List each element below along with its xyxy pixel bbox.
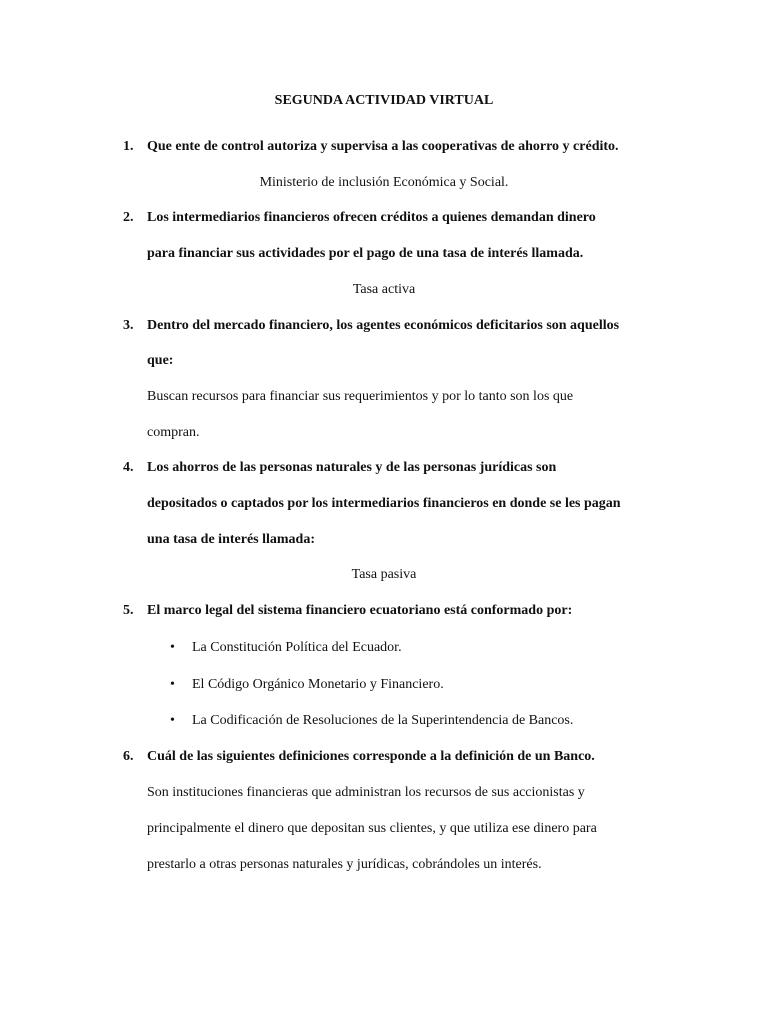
question-text: depositados o captados por los intermediarios financieros en donde se les pagan bbox=[147, 496, 621, 511]
question-text: Los ahorros de las personas naturales y de las personas jurídicas son bbox=[147, 460, 557, 475]
question-text: Que ente de control autoriza y supervisa a las cooperativas de ahorro y crédito. bbox=[147, 139, 619, 154]
question-number: 1. bbox=[123, 139, 134, 154]
question-text: una tasa de interés llamada: bbox=[147, 532, 315, 547]
answer-text: principalmente el dinero que depositan sus clientes, y que utiliza ese dinero para bbox=[147, 821, 597, 836]
question-number: 6. bbox=[123, 749, 134, 764]
question-text: que: bbox=[147, 353, 174, 368]
question-text: Los intermediarios financieros ofrecen créditos a quienes demandan dinero bbox=[147, 210, 596, 225]
question-text: El marco legal del sistema financiero ecuatoriano está conformado por: bbox=[147, 603, 573, 618]
answer-text: Son instituciones financieras que administran los recursos de sus accionistas y bbox=[147, 785, 585, 800]
bullet-item: La Codificación de Resoluciones de la Superintendencia de Bancos. bbox=[192, 713, 574, 728]
bullet-item: El Código Orgánico Monetario y Financiero. bbox=[192, 677, 444, 692]
bullet-icon: • bbox=[170, 640, 175, 655]
question-number: 5. bbox=[123, 603, 134, 618]
bullet-icon: • bbox=[170, 713, 175, 728]
answer-text: Buscan recursos para financiar sus requerimientos y por lo tanto son los que bbox=[147, 389, 574, 404]
answer-text: compran. bbox=[147, 425, 200, 440]
answer-text: Tasa activa bbox=[352, 282, 416, 297]
question-text: para financiar sus actividades por el pago de una tasa de interés llamada. bbox=[147, 246, 584, 261]
question-number: 3. bbox=[123, 318, 134, 333]
bullet-item: La Constitución Política del Ecuador. bbox=[192, 640, 402, 655]
answer-text: Ministerio de inclusión Económica y Social. bbox=[259, 175, 509, 190]
answer-text: prestarlo a otras personas naturales y jurídicas, cobrándoles un interés. bbox=[147, 857, 542, 872]
question-number: 4. bbox=[123, 460, 134, 475]
bullet-icon: • bbox=[170, 677, 175, 692]
answer-text: Tasa pasiva bbox=[351, 567, 417, 582]
question-text: Cuál de las siguientes definiciones corresponde a la definición de un Banco. bbox=[147, 749, 595, 764]
document-title: SEGUNDA ACTIVIDAD VIRTUAL bbox=[274, 93, 494, 108]
question-text: Dentro del mercado financiero, los agentes económicos deficitarios son aquellos bbox=[147, 318, 620, 333]
question-number: 2. bbox=[123, 210, 134, 225]
